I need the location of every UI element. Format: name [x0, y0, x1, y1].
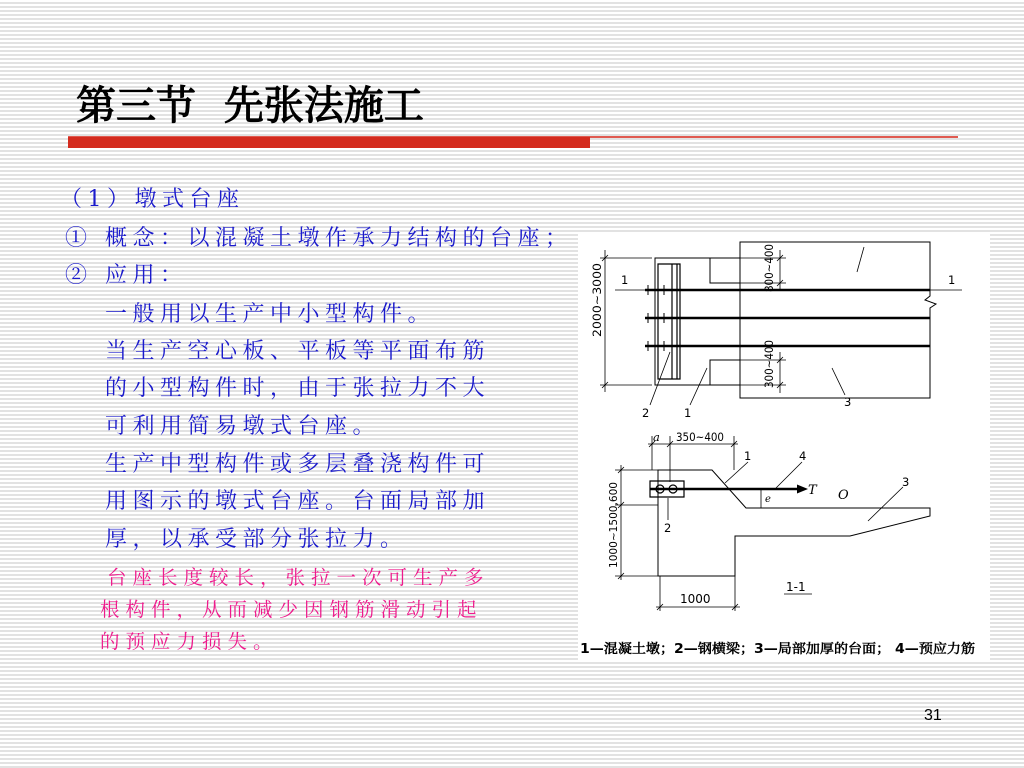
section-force-label: T	[808, 483, 817, 498]
section-base-dimension: 1000	[680, 592, 711, 606]
plan-section-mark-left: 1	[621, 273, 629, 287]
section-heading: （1）墩式台座	[60, 187, 245, 212]
plan-label-platform: 3	[844, 395, 852, 409]
section-title: 1-1	[786, 580, 806, 594]
application-line: 厚，以承受部分张拉力。	[105, 527, 408, 552]
application-line: 生产中型构件或多层叠浇构件可	[105, 452, 491, 477]
note-line: 的预应力损失。	[100, 630, 279, 653]
plan-label-steel-beam: 2	[642, 406, 650, 420]
section-label-pier: 1	[744, 449, 752, 463]
application-line: 一般用以生产中小型构件。	[105, 302, 436, 327]
section-dim-a: a	[653, 430, 660, 444]
section-height-dimension: 1000~1500,600	[608, 482, 620, 568]
section-point-label: O	[838, 488, 849, 503]
note-line: 台座长度较长，张拉一次可生产多	[107, 566, 490, 589]
section-label-tendon: 4	[799, 449, 807, 463]
pier-pedestal-diagram	[578, 232, 990, 662]
concept-line: ① 概念：以混凝土墩作承力结构的台座；	[65, 226, 573, 251]
page-number: 31	[924, 707, 942, 724]
plan-width-dimension: 2000~3000	[590, 268, 604, 337]
section-label-platform: 3	[902, 475, 910, 489]
plan-bottom-dimension: 300~400	[762, 334, 776, 388]
section-dim-top: 350~400	[676, 430, 724, 444]
figure-caption: 1—混凝土墩；2—钢横梁；3—局部加厚的台面； 4—预应力筋	[580, 642, 946, 657]
slide-title: 第三节 先张法施工	[76, 83, 424, 129]
application-line: 用图示的墩式台座。台面局部加	[105, 489, 491, 514]
note-line: 根构件，从而减少因钢筋滑动引起	[100, 598, 483, 621]
application-line: 当生产空心板、平板等平面布筋	[105, 339, 491, 364]
plan-top-dimension: 800~400	[762, 238, 776, 292]
plan-label-pier: 1	[684, 406, 692, 420]
application-line: 可利用简易墩式台座。	[105, 414, 381, 439]
application-heading: ② 应用：	[65, 263, 188, 288]
plan-section-mark-right: 1	[948, 273, 956, 287]
diagram-background	[578, 232, 990, 662]
title-underline-thick	[68, 137, 590, 148]
application-line: 的小型构件时，由于张拉力不大	[105, 376, 491, 401]
section-eccentricity-label: e	[765, 494, 771, 505]
section-label-steel-beam: 2	[664, 521, 672, 535]
